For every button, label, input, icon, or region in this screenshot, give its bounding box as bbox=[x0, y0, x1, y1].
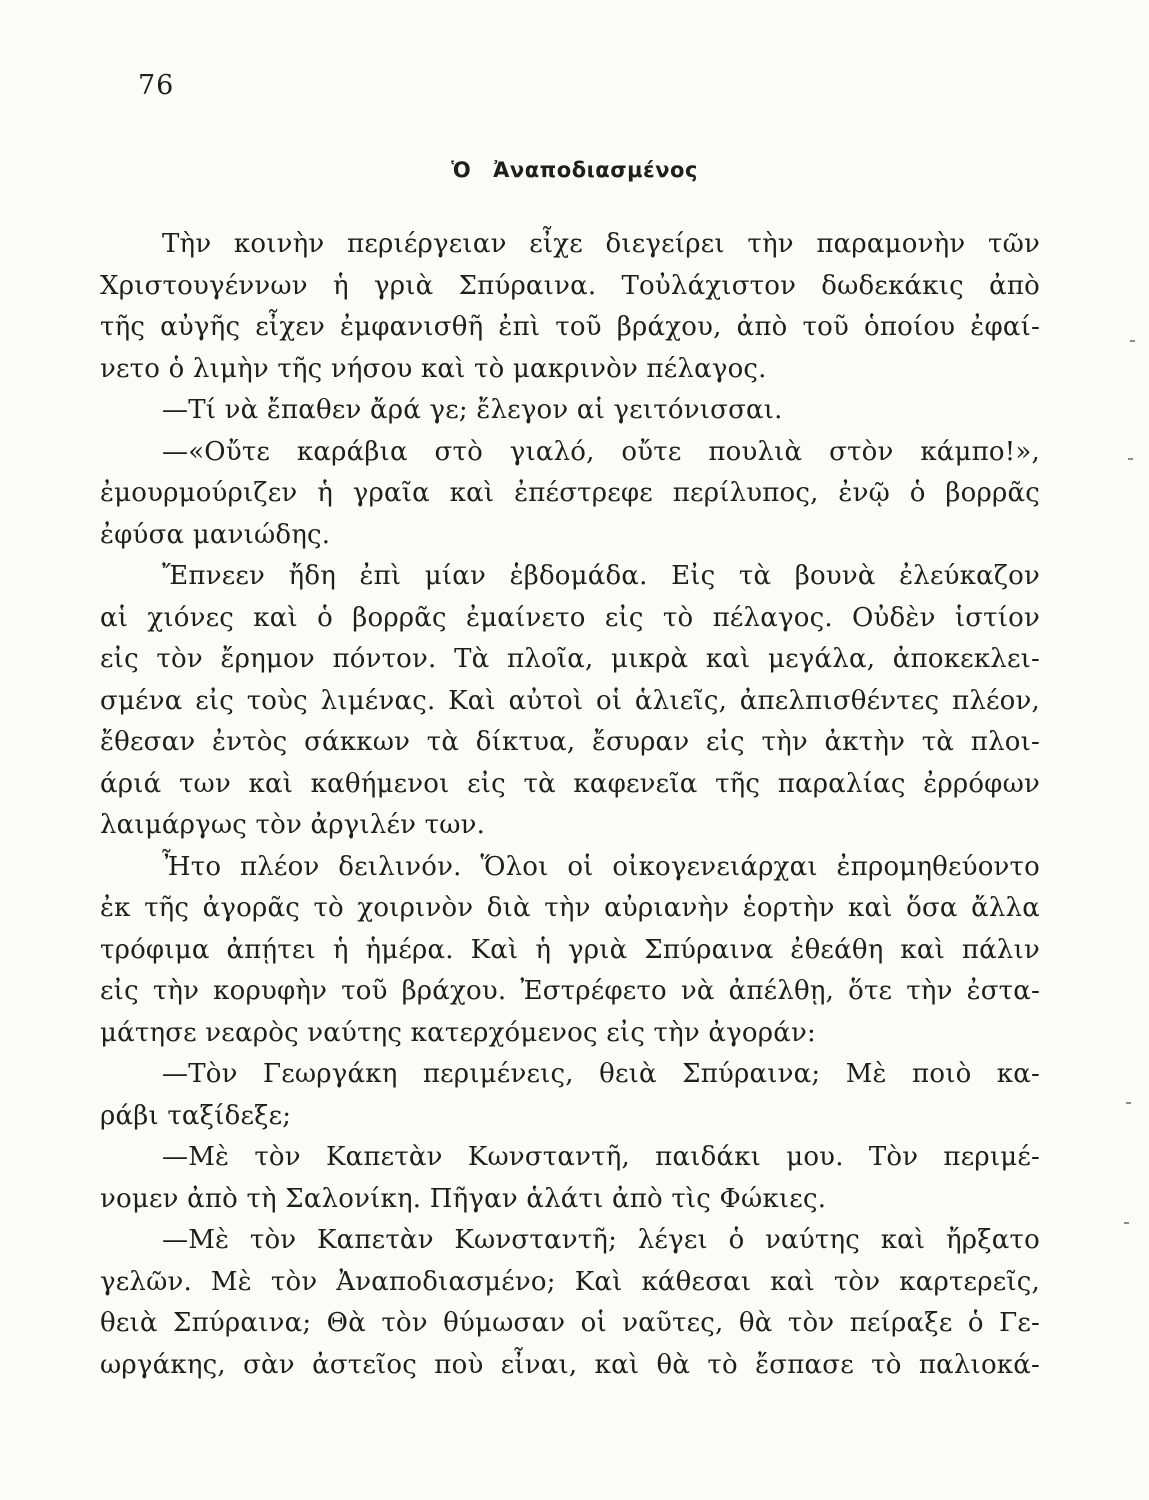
text-line: ἐφύσα μανιώδης. bbox=[100, 519, 331, 550]
text-line: ἐκ τῆς ἀγορᾶς τὸ χοιρινὸν διὰ τὴν αὐριανὴν ἑορτὴν καὶ ὅσα ἄλλα bbox=[100, 893, 1040, 923]
text-line: εἰς τὴν κορυφὴν τοῦ βράχου. Ἐστρέφετο νὰ ἀπέλθῃ, ὅτε τὴν ἐστα- bbox=[100, 976, 1040, 1006]
running-title-article: Ὁ bbox=[451, 158, 472, 182]
text-line: λαιμάργως τὸν ἀργιλέν των. bbox=[100, 810, 486, 840]
text-line: ἔθεσαν ἐντὸς σάκκων τὰ δίκτυα, ἔσυραν εἰς τὴν ἀκτὴν τὰ πλοι- bbox=[100, 727, 1040, 757]
running-title-text: Ἀναποδιασμένος bbox=[493, 158, 698, 182]
text-line: —Μὲ τὸν Καπετὰν Κωνσταντῆ; λέγει ὁ ναύτης καὶ ἤρξατο bbox=[162, 1225, 1040, 1255]
margin-mark bbox=[1128, 458, 1133, 460]
text-line: Ἔπνεεν ἤδη ἐπὶ μίαν ἑβδομάδα. Εἰς τὰ βουνὰ ἐλεύκαζον bbox=[162, 561, 1040, 591]
text-line: εἰς τὸν ἔρημον πόντον. Τὰ πλοῖα, μικρὰ καὶ μεγάλα, ἀποκεκλει- bbox=[100, 644, 1040, 674]
text-line: Ἦτο πλέον δειλινόν. Ὅλοι οἱ οἰκογενειάρχαι ἐπρομηθεύοντο bbox=[162, 851, 1040, 882]
margin-mark bbox=[1126, 1102, 1131, 1104]
text-line: σμένα εἰς τοὺς λιμένας. Καὶ αὐτοὶ οἱ ἁλιεῖς, ἀπελπισθέντες πλέον, bbox=[100, 685, 1040, 716]
body-text bbox=[100, 224, 1040, 1386]
text-line: Τὴν κοινὴν περιέργειαν εἶχε διεγείρει τὴν παραμονὴν τῶν bbox=[162, 229, 1040, 259]
text-line: αἱ χιόνες καὶ ὁ βορρᾶς ἐμαίνετο εἰς τὸ πέλαγος. Οὐδὲν ἱστίον bbox=[100, 602, 1040, 633]
running-title bbox=[0, 158, 1149, 182]
text-line: ἐμουρμούριζεν ἡ γραῖα καὶ ἐπέστρεφε περίλυπος, ἐνῷ ὁ βορρᾶς bbox=[100, 478, 1040, 508]
text-line: νομεν ἀπὸ τὴ Σαλονίκη. Πῆγαν ἁλάτι ἀπὸ τὶς Φώκιες. bbox=[100, 1183, 827, 1214]
text-line: τρόφιμα ἀπῄτει ἡ ἡμέρα. Καὶ ἡ γριὰ Σπύραινα ἐθεάθη καὶ πάλιν bbox=[100, 934, 1040, 965]
text-line: γελῶν. Μὲ τὸν Ἀναποδιασμένο; Καὶ κάθεσαι καὶ τὸν καρτερεῖς, bbox=[100, 1266, 1040, 1297]
margin-mark bbox=[1130, 340, 1135, 342]
text-line: —Μὲ τὸν Καπετὰν Κωνσταντῆ, παιδάκι μου. Τὸν περιμέ- bbox=[162, 1142, 1040, 1172]
page-number: 76 bbox=[138, 70, 175, 101]
text-line: ωργάκης, σὰν ἀστεῖος ποὺ εἶναι, καὶ θὰ τὸ ἔσπασε τὸ παλιοκά- bbox=[100, 1349, 1040, 1380]
text-line: τῆς αὐγῆς εἶχεν ἐμφανισθῆ ἐπὶ τοῦ βράχου, ἀπὸ τοῦ ὁποίου ἐφαί- bbox=[100, 312, 1040, 342]
text-line: Χριστουγέννων ἡ γριὰ Σπύραινα. Τοὐλάχιστον δωδεκάκις ἀπὸ bbox=[100, 270, 1040, 301]
text-line: —«Οὔτε καράβια στὸ γιαλό, οὔτε πουλιὰ στὸν κάμπο!», bbox=[162, 436, 1040, 467]
text-line: θειὰ Σπύραινα; Θὰ τὸν θύμωσαν οἱ ναῦτες, θὰ τὸν πείραξε ὁ Γε- bbox=[100, 1308, 1040, 1338]
text-line: νετο ὁ λιμὴν τῆς νήσου καὶ τὸ μακρινὸν πέλαγος. bbox=[100, 353, 767, 384]
text-line: —Τί νὰ ἔπαθεν ἄρά γε; ἔλεγον αἱ γειτόνισσαι. bbox=[162, 395, 783, 425]
text-line: —Τὸν Γεωργάκη περιμένεις, θειὰ Σπύραινα; Μὲ ποιὸ κα- bbox=[162, 1059, 1040, 1089]
text-line: ράβι ταξίδεξε; bbox=[100, 1100, 292, 1131]
text-line: μάτησε νεαρὸς ναύτης κατερχόμενος εἰς τὴν ἀγοράν: bbox=[100, 1017, 816, 1048]
margin-mark bbox=[1124, 1222, 1129, 1224]
text-line: άριά των καὶ καθήμενοι εἰς τὰ καφενεῖα τῆς παραλίας ἐρρόφων bbox=[100, 768, 1040, 799]
